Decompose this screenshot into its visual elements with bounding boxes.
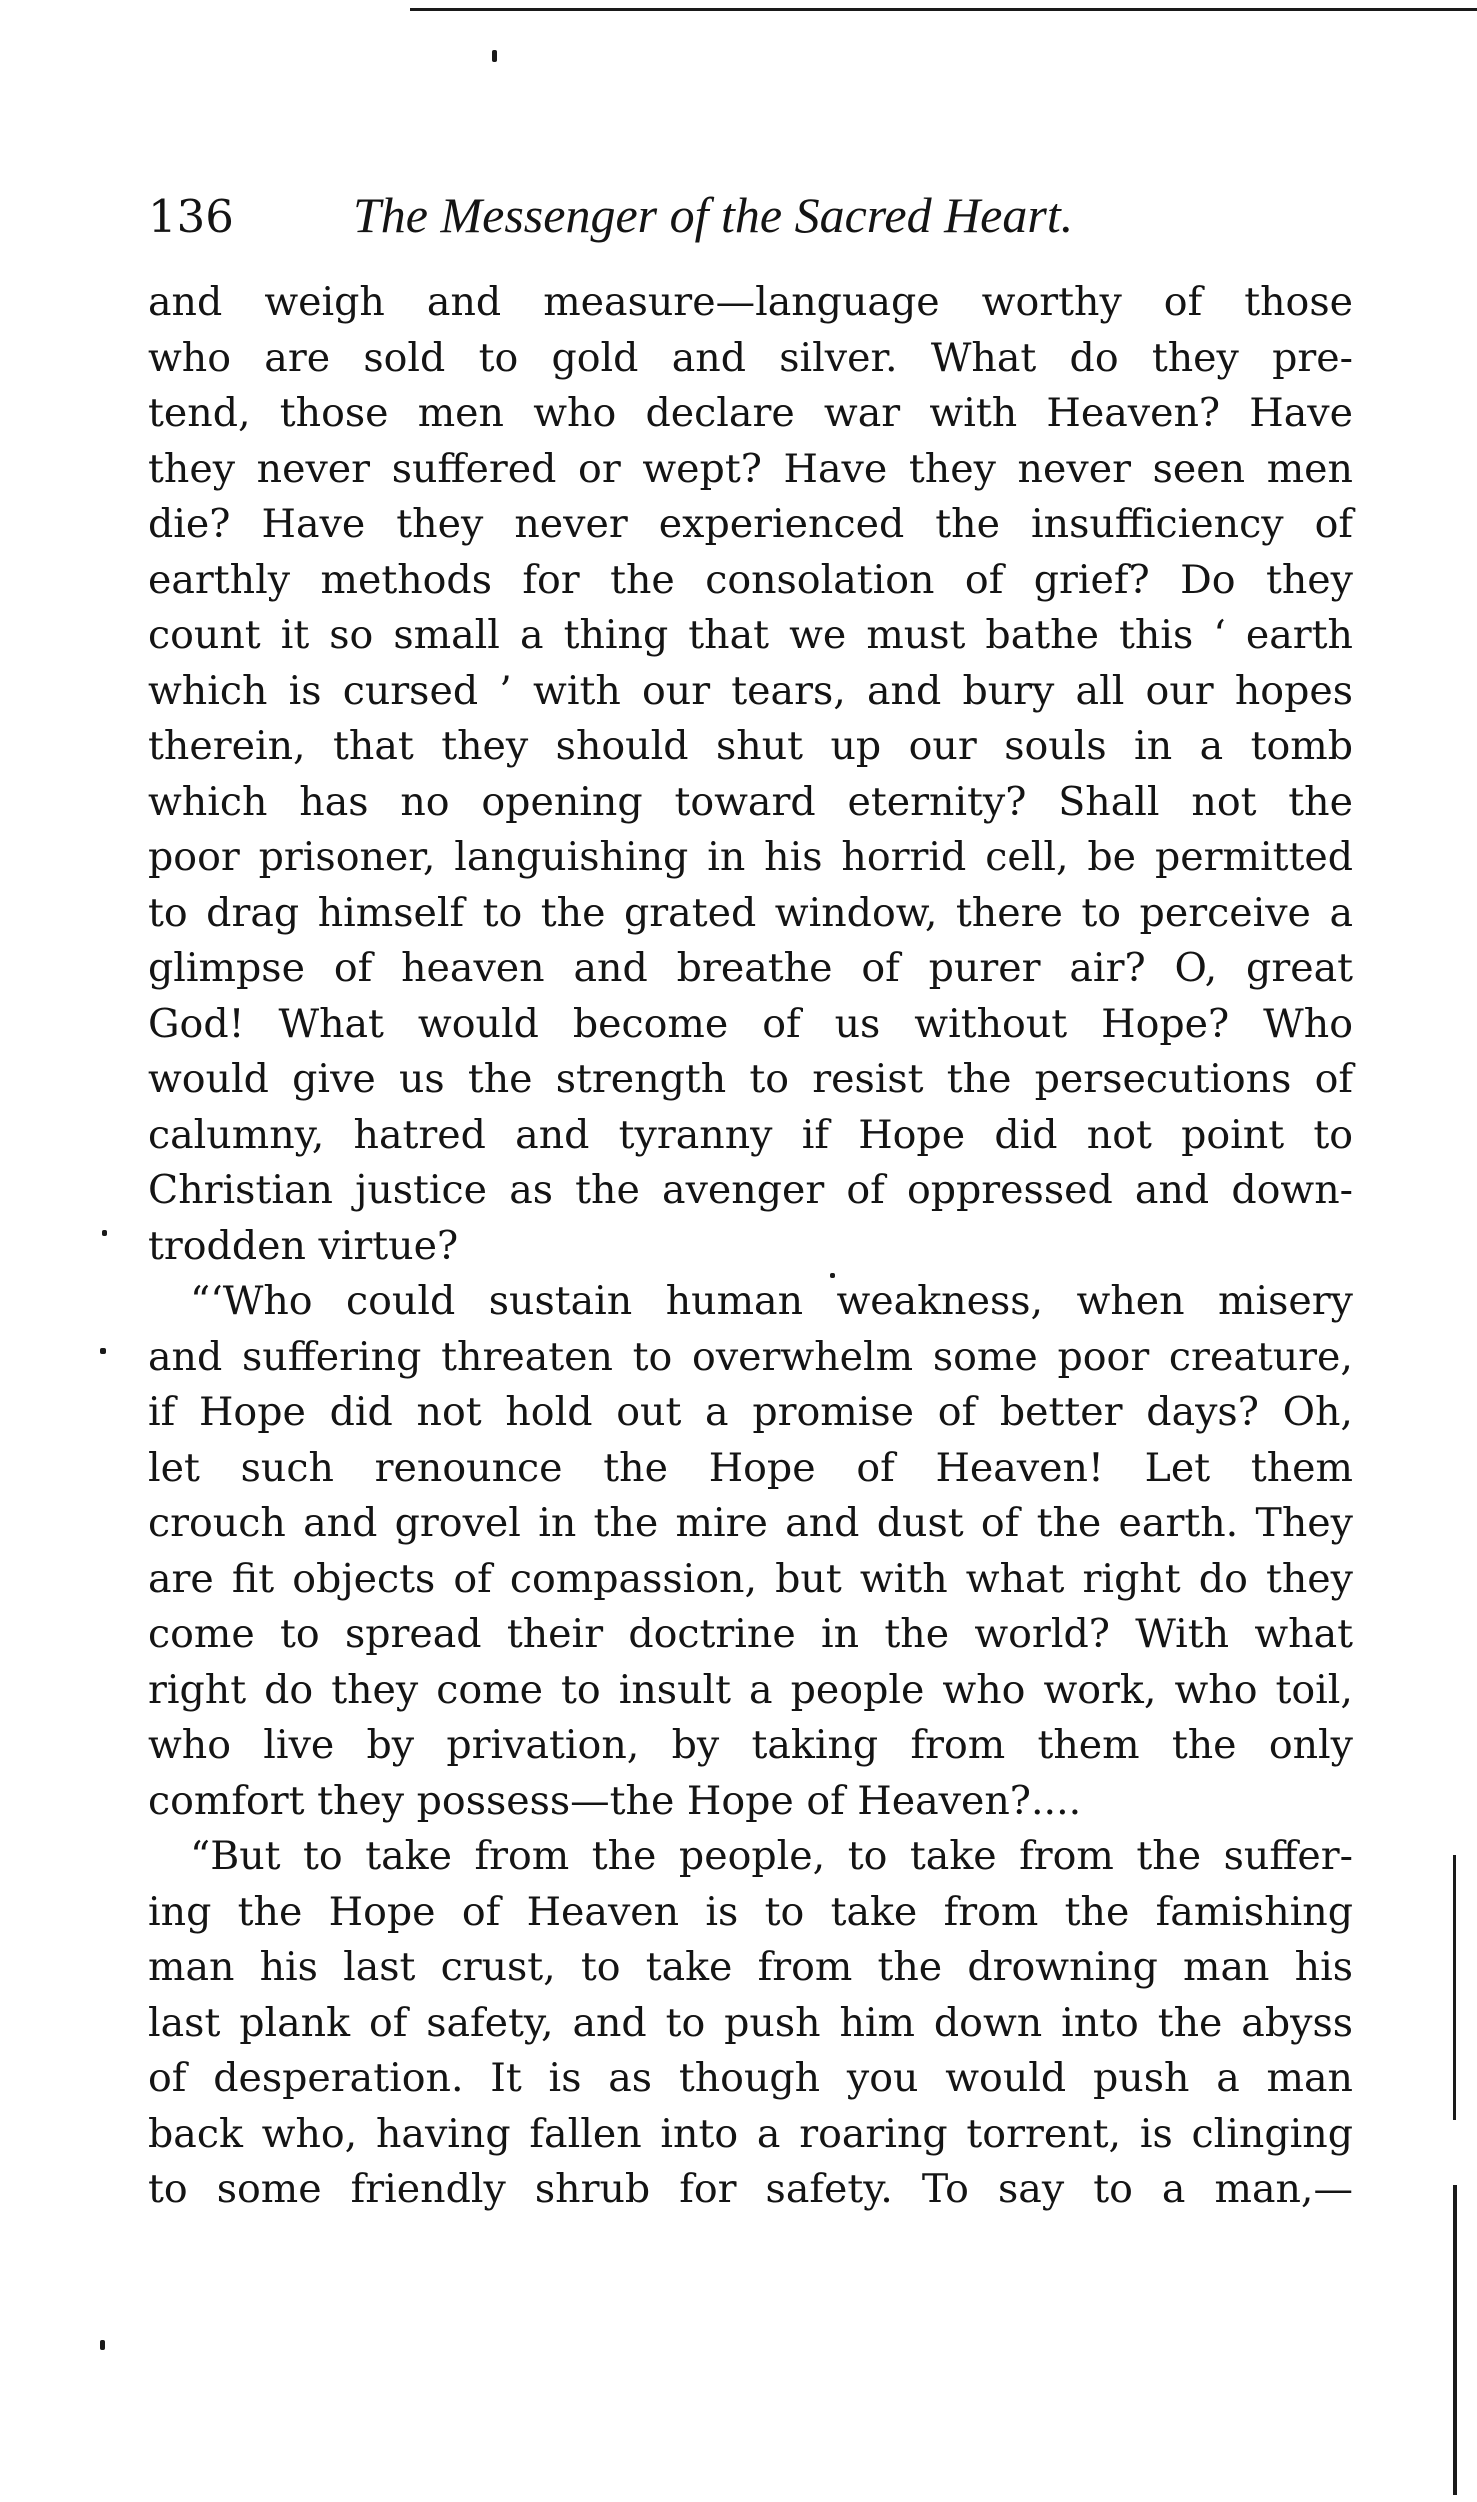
text-line: would give us the strength to resist the persecutions of [148,1056,1353,1102]
scan-speck [102,1230,107,1236]
scan-edge-rule [1453,1855,1456,2120]
paragraph-start-line: “‘Who could sustain human weakness, when misery [190,1278,1353,1324]
text-line: they never suffered or wept? Have they never seen men [148,445,1353,492]
text-line: die? Have they never experienced the insufficiency of [148,501,1353,547]
text-line: right do they come to insult a people who work, who toil, [148,1666,1353,1713]
text-line: Christian justice as the avenger of oppressed and down- [148,1167,1353,1213]
text-line: who live by privation, by taking from them the only [148,1722,1353,1768]
text-line: to some friendly shrub for safety. To say to a man,— [148,2166,1353,2212]
text-line: therein, that they should shut up our souls in a tomb [148,723,1353,769]
paragraph-end-line: trodden virtue? [148,1222,459,1269]
text-line: glimpse of heaven and breathe of purer air? O, great [148,945,1353,991]
text-line: back who, having fallen into a roaring torrent, is clinging [148,2110,1353,2157]
text-line: let such renounce the Hope of Heaven! Let them [148,1444,1353,1491]
text-line: man his last crust, to take from the drowning man his [148,1944,1353,1990]
text-line: who are sold to gold and silver. What do they pre- [148,334,1353,381]
text-line: last plank of safety, and to push him down into the abyss [148,1999,1353,2046]
text-line: poor prisoner, languishing in his horrid cell, be permitted [148,834,1353,880]
text-line: tend, those men who declare war with Heaven? Have [148,390,1353,436]
text-line: ing the Hope of Heaven is to take from the famishing [148,1888,1353,1935]
text-line: crouch and grovel in the mire and dust of the earth. They [148,1500,1353,1546]
top-scan-rule [410,8,1477,11]
text-line: God! What would become of us without Hope? Who [148,1000,1353,1047]
scan-speck [100,1348,106,1354]
running-title: The Messenger of the Sacred Heart. [353,187,1074,243]
text-line: count it so small a thing that we must bathe this ‘ earth [148,612,1353,658]
text-line: which has no opening toward eternity? Shall not the [148,778,1353,825]
text-line: of desperation. It is as though you would push a man [148,2055,1353,2101]
scan-edge-rule [1453,2185,1457,2495]
text-line: to drag himself to the grated window, there to perceive a [148,889,1353,936]
scan-speck [100,2340,105,2350]
page-number: 136 [148,190,234,243]
running-head [148,180,1348,250]
text-line: and suffering threaten to overwhelm some poor creature, [148,1333,1353,1380]
text-line: come to spread their doctrine in the world? With what [148,1611,1353,1657]
text-line: earthly methods for the consolation of grief? Do they [148,556,1353,603]
text-line: which is cursed ’ with our tears, and bury all our hopes [148,667,1353,714]
paragraph-start-line: “But to take from the people, to take from the suffer- [190,1833,1353,1879]
body-text [148,275,1353,2218]
scan-speck [492,50,497,62]
text-line: calumny, hatred and tyranny if Hope did not point to [148,1111,1353,1158]
text-line: if Hope did not hold out a promise of better days? Oh, [148,1389,1353,1435]
paragraph-end-line: comfort they possess—the Hope of Heaven?.... [148,1777,1082,1824]
text-line: are fit objects of compassion, but with what right do they [148,1555,1353,1602]
text-line: and weigh and measure—language worthy of those [148,279,1353,325]
